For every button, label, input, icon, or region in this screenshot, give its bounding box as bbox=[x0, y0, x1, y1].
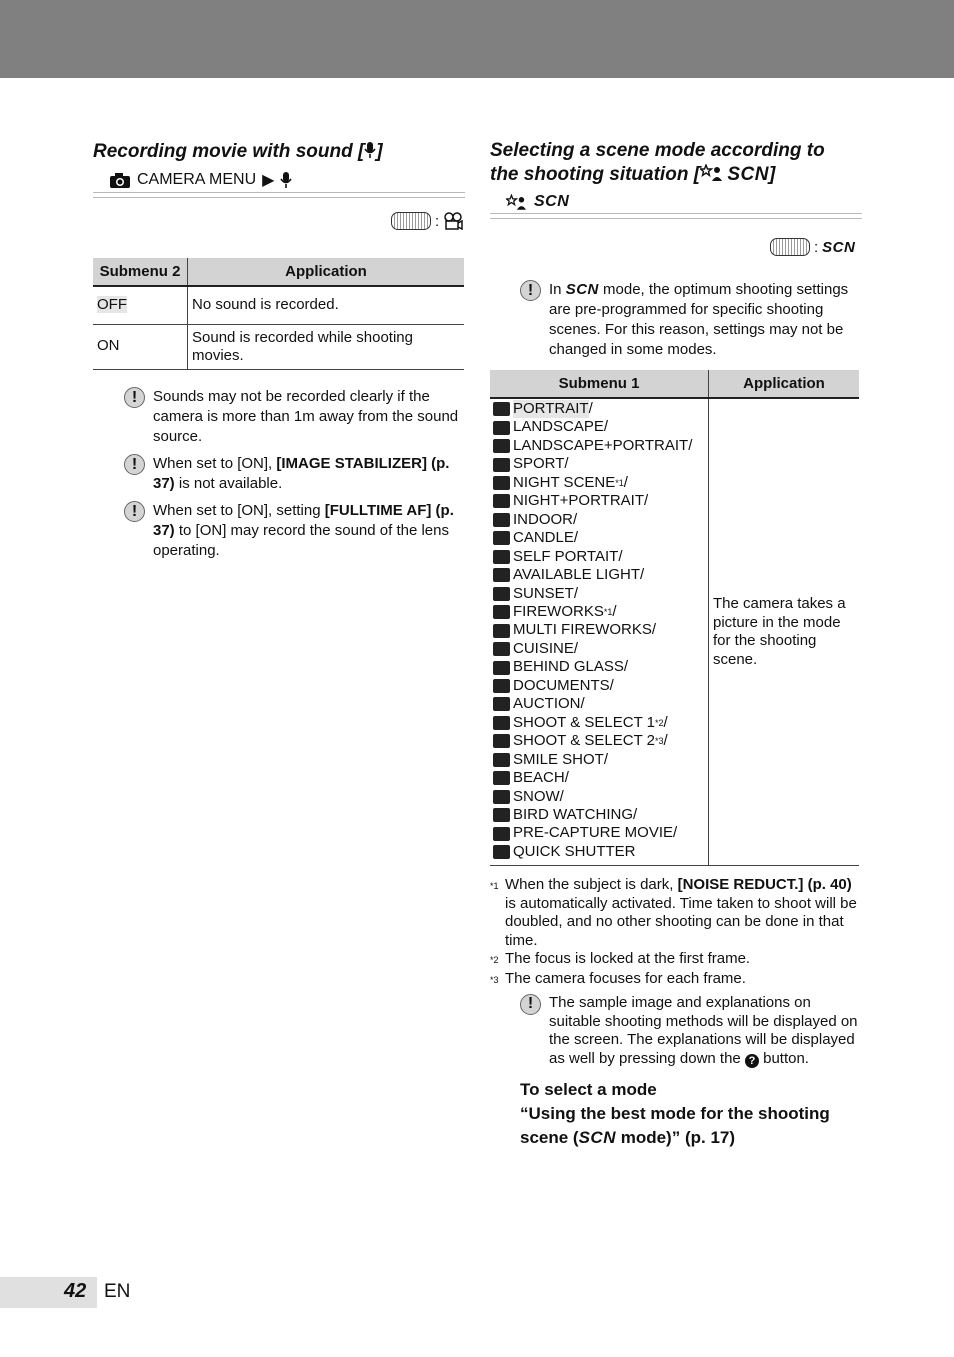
quick-shutter-icon bbox=[493, 845, 510, 859]
select-mode-heading: To select a mode bbox=[520, 1080, 657, 1099]
indoor-icon bbox=[493, 513, 510, 527]
scene-mode-label: MULTI FIREWORKS bbox=[513, 621, 652, 639]
scene-mode-label: SHOOT & SELECT 2 bbox=[513, 732, 655, 750]
mode-separator: / bbox=[663, 713, 668, 731]
mode-dial-indicator bbox=[391, 212, 463, 230]
mode-separator: / bbox=[609, 676, 614, 694]
footnote-text: When the subject is dark, [NOISE REDUCT.] (p. 40) is automatically activated. Time taken to shoot will be doubled, and no other shooting can be done in that time. bbox=[505, 876, 857, 949]
shoot-select-2-icon bbox=[493, 734, 510, 748]
note-text: The sample image and explanations on suitable shooting methods will be displayed on the screen. The explanations will be displayed as well by pressing down the ? button. bbox=[549, 994, 858, 1067]
camera-menu-label: CAMERA MENU bbox=[137, 171, 257, 188]
scene-mode-item bbox=[493, 566, 705, 584]
scene-mode-item bbox=[493, 492, 705, 510]
scene-mode-label: PRE-CAPTURE MOVIE bbox=[513, 824, 674, 842]
mode-dial-icon bbox=[770, 238, 810, 256]
scn-label: SCN bbox=[822, 238, 856, 256]
mode-separator: / bbox=[603, 418, 609, 436]
title-line-1: Selecting a scene mode according to bbox=[490, 140, 825, 161]
table-row bbox=[93, 324, 464, 369]
footnote-text: The focus is locked at the first frame. bbox=[505, 950, 751, 967]
camera-icon bbox=[109, 172, 131, 189]
mode-separator: / bbox=[573, 510, 578, 528]
scene-mode-label: CUISINE bbox=[513, 639, 574, 657]
self-portrait-icon bbox=[493, 550, 510, 564]
select-mode-reference[interactable]: “Using the best mode for the shooting scene (SCN mode)” (p. 17) bbox=[520, 1104, 830, 1147]
section-title-scene-mode bbox=[490, 139, 862, 187]
scene-mode-label: SMILE SHOT bbox=[513, 750, 604, 768]
scene-mode-label: SHOOT & SELECT 1 bbox=[513, 713, 655, 731]
title-end: ] bbox=[768, 164, 776, 185]
scene-mode-item bbox=[493, 843, 705, 861]
scene-mode-label: NIGHT SCENE bbox=[513, 473, 616, 491]
mode-separator: / bbox=[644, 492, 649, 510]
shoot-select-1-icon bbox=[493, 716, 510, 730]
night-portrait-icon bbox=[493, 494, 510, 508]
scene-mode-label: LANDSCAPE+PORTRAIT bbox=[513, 436, 689, 454]
application-value: The camera takes a picture in the mode for the shooting scene. bbox=[709, 398, 860, 866]
note-item bbox=[124, 501, 464, 561]
caution-icon: ! bbox=[124, 454, 145, 475]
page-number-tab bbox=[0, 1277, 97, 1308]
col-header-submenu: Submenu 2 bbox=[93, 258, 188, 286]
snow-icon bbox=[493, 790, 510, 804]
mode-separator: / bbox=[588, 400, 593, 417]
note-text: When set to [ON], [IMAGE STABILIZER] (p. 37) is not available. bbox=[153, 455, 450, 492]
language-code: EN bbox=[104, 1281, 131, 1302]
scene-mode-label: BEHIND GLASS bbox=[513, 658, 624, 676]
mode-separator: / bbox=[651, 621, 657, 639]
arrow-right-icon: ▶ bbox=[262, 172, 275, 189]
scene-mode-item: SHOOT & SELECT 2 *3 / bbox=[493, 732, 705, 750]
scene-mode-label: CANDLE bbox=[513, 529, 574, 547]
mode-separator: / bbox=[623, 473, 628, 491]
pre-capture-movie-icon bbox=[493, 827, 510, 841]
title-line-2: the shooting situation [ bbox=[490, 164, 701, 185]
cuisine-icon bbox=[493, 642, 510, 656]
scene-mode-item bbox=[493, 585, 705, 603]
microphone-icon bbox=[280, 171, 292, 189]
scene-mode-label: SUNSET bbox=[513, 584, 574, 602]
landscape-icon bbox=[493, 421, 510, 435]
submenu-2-table bbox=[93, 258, 464, 370]
right-section bbox=[490, 139, 862, 219]
scene-mode-label: SNOW bbox=[513, 787, 560, 805]
title-end: ] bbox=[376, 141, 383, 162]
table-row bbox=[490, 398, 859, 866]
mode-separator: / bbox=[564, 769, 569, 787]
note-text: When set to [ON], setting [FULLTIME AF] (p. 37) to [ON] may record the sound of the lens operating. bbox=[153, 502, 454, 559]
submenu-1-table bbox=[490, 370, 859, 866]
note-text: In SCN mode, the optimum shooting settings are pre-programmed for specific shooting scenes. For this reason, settings may not be changed in some modes. bbox=[549, 281, 849, 358]
scene-mode-label: SELF PORTAIT bbox=[513, 547, 619, 565]
candle-icon bbox=[493, 531, 510, 545]
mode-dial-indicator bbox=[770, 238, 855, 256]
submenu-value: ON bbox=[97, 336, 120, 354]
caution-icon: ! bbox=[124, 387, 145, 408]
mode-separator: / bbox=[688, 436, 693, 454]
multi-fireworks-icon bbox=[493, 624, 510, 638]
title-text: Recording movie with sound [ bbox=[93, 141, 365, 162]
mode-separator: / bbox=[573, 639, 579, 657]
footnote-text: The camera focuses for each frame. bbox=[505, 969, 746, 987]
scene-mode-item: NIGHT SCENE *1 / bbox=[493, 474, 705, 492]
footnote bbox=[490, 970, 862, 990]
left-notes bbox=[124, 387, 464, 561]
mode-separator: / bbox=[623, 658, 629, 676]
mode-separator: / bbox=[612, 602, 617, 620]
mode-separator: / bbox=[633, 805, 638, 823]
scene-mode-list bbox=[493, 400, 705, 861]
application-value: Sound is recorded while shooting movies. bbox=[188, 324, 465, 369]
scene-mode-item bbox=[493, 769, 705, 787]
behind-glass-icon bbox=[493, 661, 510, 675]
footnote-mark: *3 bbox=[490, 974, 499, 985]
section-title-movie-sound bbox=[93, 140, 465, 164]
scn-intro-note bbox=[520, 280, 850, 360]
mode-separator: / bbox=[673, 824, 678, 842]
mode-dial-icon bbox=[391, 212, 431, 230]
smile-shot-icon bbox=[493, 753, 510, 767]
scene-mode-label: AVAILABLE LIGHT bbox=[513, 566, 640, 584]
scene-mode-label: QUICK SHUTTER bbox=[513, 842, 636, 860]
scene-mode-item bbox=[493, 621, 705, 639]
menu-path bbox=[506, 193, 862, 211]
scene-mode-item: FIREWORKS *1 / bbox=[493, 603, 705, 621]
header-band bbox=[0, 0, 954, 78]
section-rule bbox=[490, 213, 862, 219]
section-rule bbox=[93, 192, 465, 198]
col-header-submenu: Submenu 1 bbox=[490, 370, 709, 398]
footnotes bbox=[490, 876, 862, 989]
night-scene-icon bbox=[493, 476, 510, 490]
note-item bbox=[124, 454, 464, 494]
scene-mode-label: PORTRAIT bbox=[513, 400, 589, 417]
movie-camera-icon bbox=[443, 212, 463, 230]
caution-icon: ! bbox=[520, 994, 541, 1015]
submenu-value: OFF bbox=[97, 296, 127, 313]
scene-mode-item bbox=[493, 824, 705, 842]
mode-separator: / bbox=[663, 732, 668, 750]
scene-mode-item bbox=[493, 548, 705, 566]
table-row bbox=[93, 286, 464, 324]
scene-mode-label: NIGHT+PORTRAIT bbox=[513, 492, 644, 510]
page-number: 42 bbox=[64, 1280, 87, 1302]
scene-mode-item bbox=[493, 418, 705, 436]
menu-path bbox=[109, 170, 465, 190]
mode-separator: / bbox=[573, 529, 579, 547]
scene-portrait-icon bbox=[700, 164, 722, 182]
mode-separator: / bbox=[603, 750, 609, 768]
scene-mode-item bbox=[493, 806, 705, 824]
col-header-application: Application bbox=[709, 370, 860, 398]
scene-mode-label: AUCTION bbox=[513, 695, 581, 713]
left-section bbox=[93, 140, 465, 198]
footnote bbox=[490, 950, 862, 970]
footnote bbox=[490, 876, 862, 950]
scene-mode-item: SHOOT & SELECT 1 *2 / bbox=[493, 714, 705, 732]
portrait-icon bbox=[493, 402, 510, 416]
scene-mode-label: LANDSCAPE bbox=[513, 418, 604, 436]
fireworks-icon bbox=[493, 605, 510, 619]
mode-separator: / bbox=[640, 566, 645, 584]
scene-mode-label: BEACH bbox=[513, 769, 565, 787]
scene-mode-item bbox=[493, 437, 705, 455]
scene-mode-item bbox=[493, 455, 705, 473]
mode-separator: : bbox=[435, 212, 440, 230]
landscape-portrait-icon bbox=[493, 439, 510, 453]
help-button-icon: ? bbox=[745, 1054, 759, 1068]
scene-mode-item bbox=[493, 658, 705, 676]
sunset-icon bbox=[493, 587, 510, 601]
microphone-icon bbox=[364, 141, 376, 159]
scene-mode-label: SPORT bbox=[513, 455, 565, 473]
scene-mode-item bbox=[493, 529, 705, 547]
sport-icon bbox=[493, 458, 510, 472]
scn-label: SCN bbox=[534, 193, 570, 210]
application-value: No sound is recorded. bbox=[188, 286, 465, 324]
caution-icon: ! bbox=[520, 280, 541, 301]
note-item bbox=[124, 387, 464, 447]
beach-icon bbox=[493, 771, 510, 785]
scene-mode-label: FIREWORKS bbox=[513, 602, 604, 620]
footnote-mark: *1 bbox=[490, 881, 499, 891]
mode-separator: / bbox=[618, 547, 623, 565]
scene-mode-label: BIRD WATCHING bbox=[513, 805, 633, 823]
mode-separator: / bbox=[559, 787, 564, 805]
mode-separator: / bbox=[573, 584, 579, 602]
documents-icon bbox=[493, 679, 510, 693]
scene-mode-item bbox=[493, 677, 705, 695]
footnote-mark: *2 bbox=[490, 955, 499, 965]
mode-separator: : bbox=[814, 238, 819, 256]
scene-mode-item bbox=[493, 788, 705, 806]
caution-icon: ! bbox=[124, 501, 145, 522]
scn-label: SCN bbox=[727, 164, 769, 185]
scene-mode-label: DOCUMENTS bbox=[513, 676, 610, 694]
scene-mode-item bbox=[493, 400, 705, 418]
col-header-application: Application bbox=[188, 258, 465, 286]
scene-mode-item bbox=[493, 640, 705, 658]
scene-portrait-icon bbox=[506, 194, 526, 211]
bird-watching-icon bbox=[493, 808, 510, 822]
sample-image-note bbox=[520, 994, 862, 1068]
scene-mode-label: INDOOR bbox=[513, 510, 573, 528]
scene-mode-item bbox=[493, 695, 705, 713]
available-light-icon bbox=[493, 568, 510, 582]
select-mode-block bbox=[520, 1078, 865, 1150]
mode-separator: / bbox=[580, 695, 585, 713]
auction-icon bbox=[493, 697, 510, 711]
mode-separator: / bbox=[564, 455, 569, 473]
note-text: Sounds may not be recorded clearly if the camera is more than 1m away from the sound source. bbox=[153, 388, 459, 445]
scene-mode-item bbox=[493, 751, 705, 769]
scene-mode-item bbox=[493, 511, 705, 529]
